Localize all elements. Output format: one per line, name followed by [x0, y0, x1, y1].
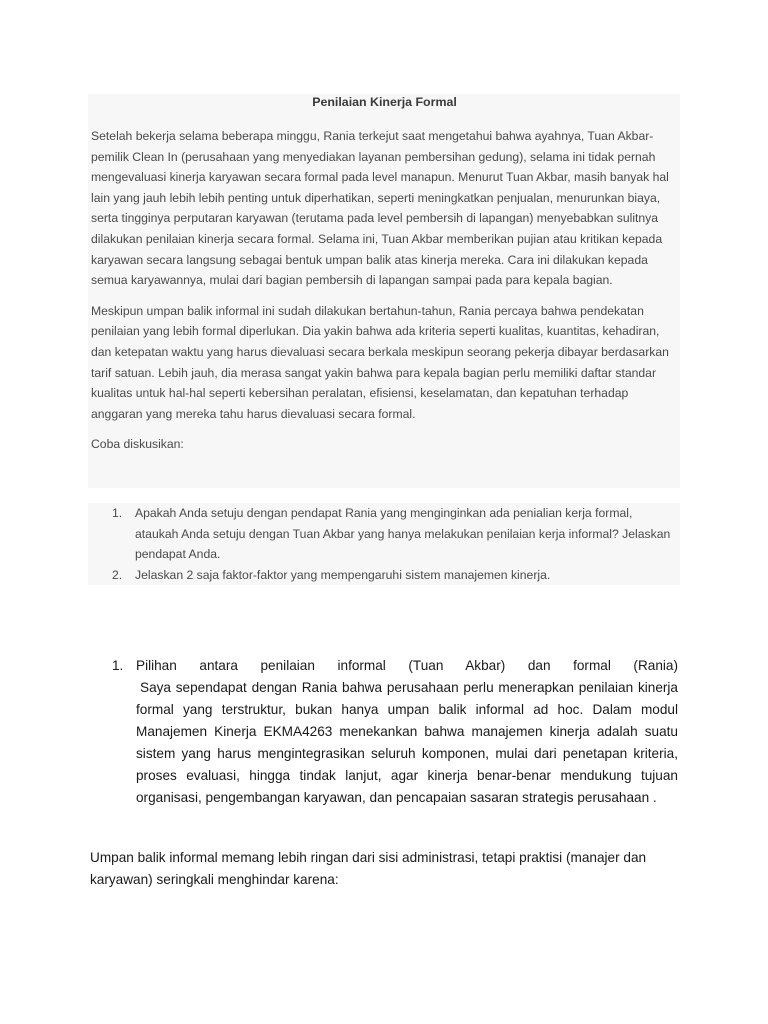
question-item-1: [88, 503, 680, 565]
case-study-paragraph-2: Meskipun umpan balik informal ini sudah dilakukan bertahun-tahun, Rania percaya bahwa pendekatan penilaian yang lebih formal diperlukan. Dia yakin bahwa ada kriteria seperti kualitas, kuantitas, kehadiran, dan ketepatan waktu yang harus dievaluasi secara berkala meskipun seorang pekerja dibayar berdasarkan tarif satuan. Lebih jauh, dia merasa sangat yakin bahwa para kepala bagian perlu memiliki daftar standar kualitas untuk hal-hal seperti kebersihan peralatan, efisiensi, keselamatan, dan kepatuhan terhadap anggaran yang mereka tahu harus dievaluasi secara formal.: [91, 303, 669, 421]
discussion-questions: [88, 503, 680, 585]
question-text: Jelaskan 2 saja faktor-faktor yang mempengaruhi sistem manajemen kinerja.: [135, 567, 551, 582]
closing-paragraph: Umpan balik informal memang lebih ringan dari sisi administrasi, tetapi praktisi (manajer dan karyawan) seringkali menghindar karena:: [90, 850, 647, 887]
answer-heading: Pilihan antara penilaian informal (Tuan Akbar) dan formal (Rania): [136, 658, 678, 673]
question-number: 2.: [112, 567, 123, 582]
question-item-2: [88, 565, 680, 586]
question-list: [88, 503, 680, 585]
answer-item-1: [90, 655, 678, 809]
answer-body: Saya sependapat dengan Rania bahwa perusahaan perlu menerapkan penilaian kinerja formal yang terstruktur, bukan hanya umpan balik informal ad hoc. Dalam modul Manajemen Kinerja EKMA4263 menekankan bahwa manajemen kinerja adalah suatu sistem yang harus mengintegrasikan seluruh komponen, mulai dari penetapan kriteria, proses evaluasi, hingga tindak lanjut, agar kinerja benar-benar mendukung tujuan organisasi, pengembangan karyawan, dan pencapaian sasaran strategis perusahaan .: [136, 680, 678, 805]
answer-list: [90, 655, 678, 809]
case-study-prompt: Coba diskusikan:: [91, 437, 184, 452]
answer-number: 1.: [112, 658, 124, 673]
case-study-paragraph-1: Setelah bekerja selama beberapa minggu, Rania terkejut saat mengetahui bahwa ayahnya, Tuan Akbar- pemilik Clean In (perusahaan yang menyediakan layanan pembersihan gedung), selama ini tidak pernah mengevaluasi kinerja karyawan secara formal pada level manapun. Menurut Tuan Akbar, masih banyak hal lain yang jauh lebih lebih penting untuk diperhatikan, seperti meningkatkan penjualan, menurunkan biaya, serta tingginya perputaran karyawan (terutama pada level pembersih di lapangan) menyebabkan sulitnya dilakukan penilaian kinerja secara formal. Selama ini, Tuan Akbar memberikan pujian atau kritikan kepada karyawan secara langsung sebagai bentuk umpan balik atas kinerja mereka. Cara ini dilakukan kepada semua karyawannya, mulai dari bagian pembersih di lapangan sampai pada para kepala bagian.: [91, 129, 669, 288]
question-number: 1.: [112, 506, 123, 520]
case-study-box: [88, 94, 680, 488]
case-study-title: Penilaian Kinerja Formal: [312, 95, 457, 109]
question-text: Apakah Anda setuju dengan pendapat Rania yang menginginkan ada penialian kerja formal, ataukah Anda setuju dengan Tuan Akbar yang hanya melakukan penilaian kerja informal? Jelaskan pendapat Anda.: [135, 506, 671, 562]
